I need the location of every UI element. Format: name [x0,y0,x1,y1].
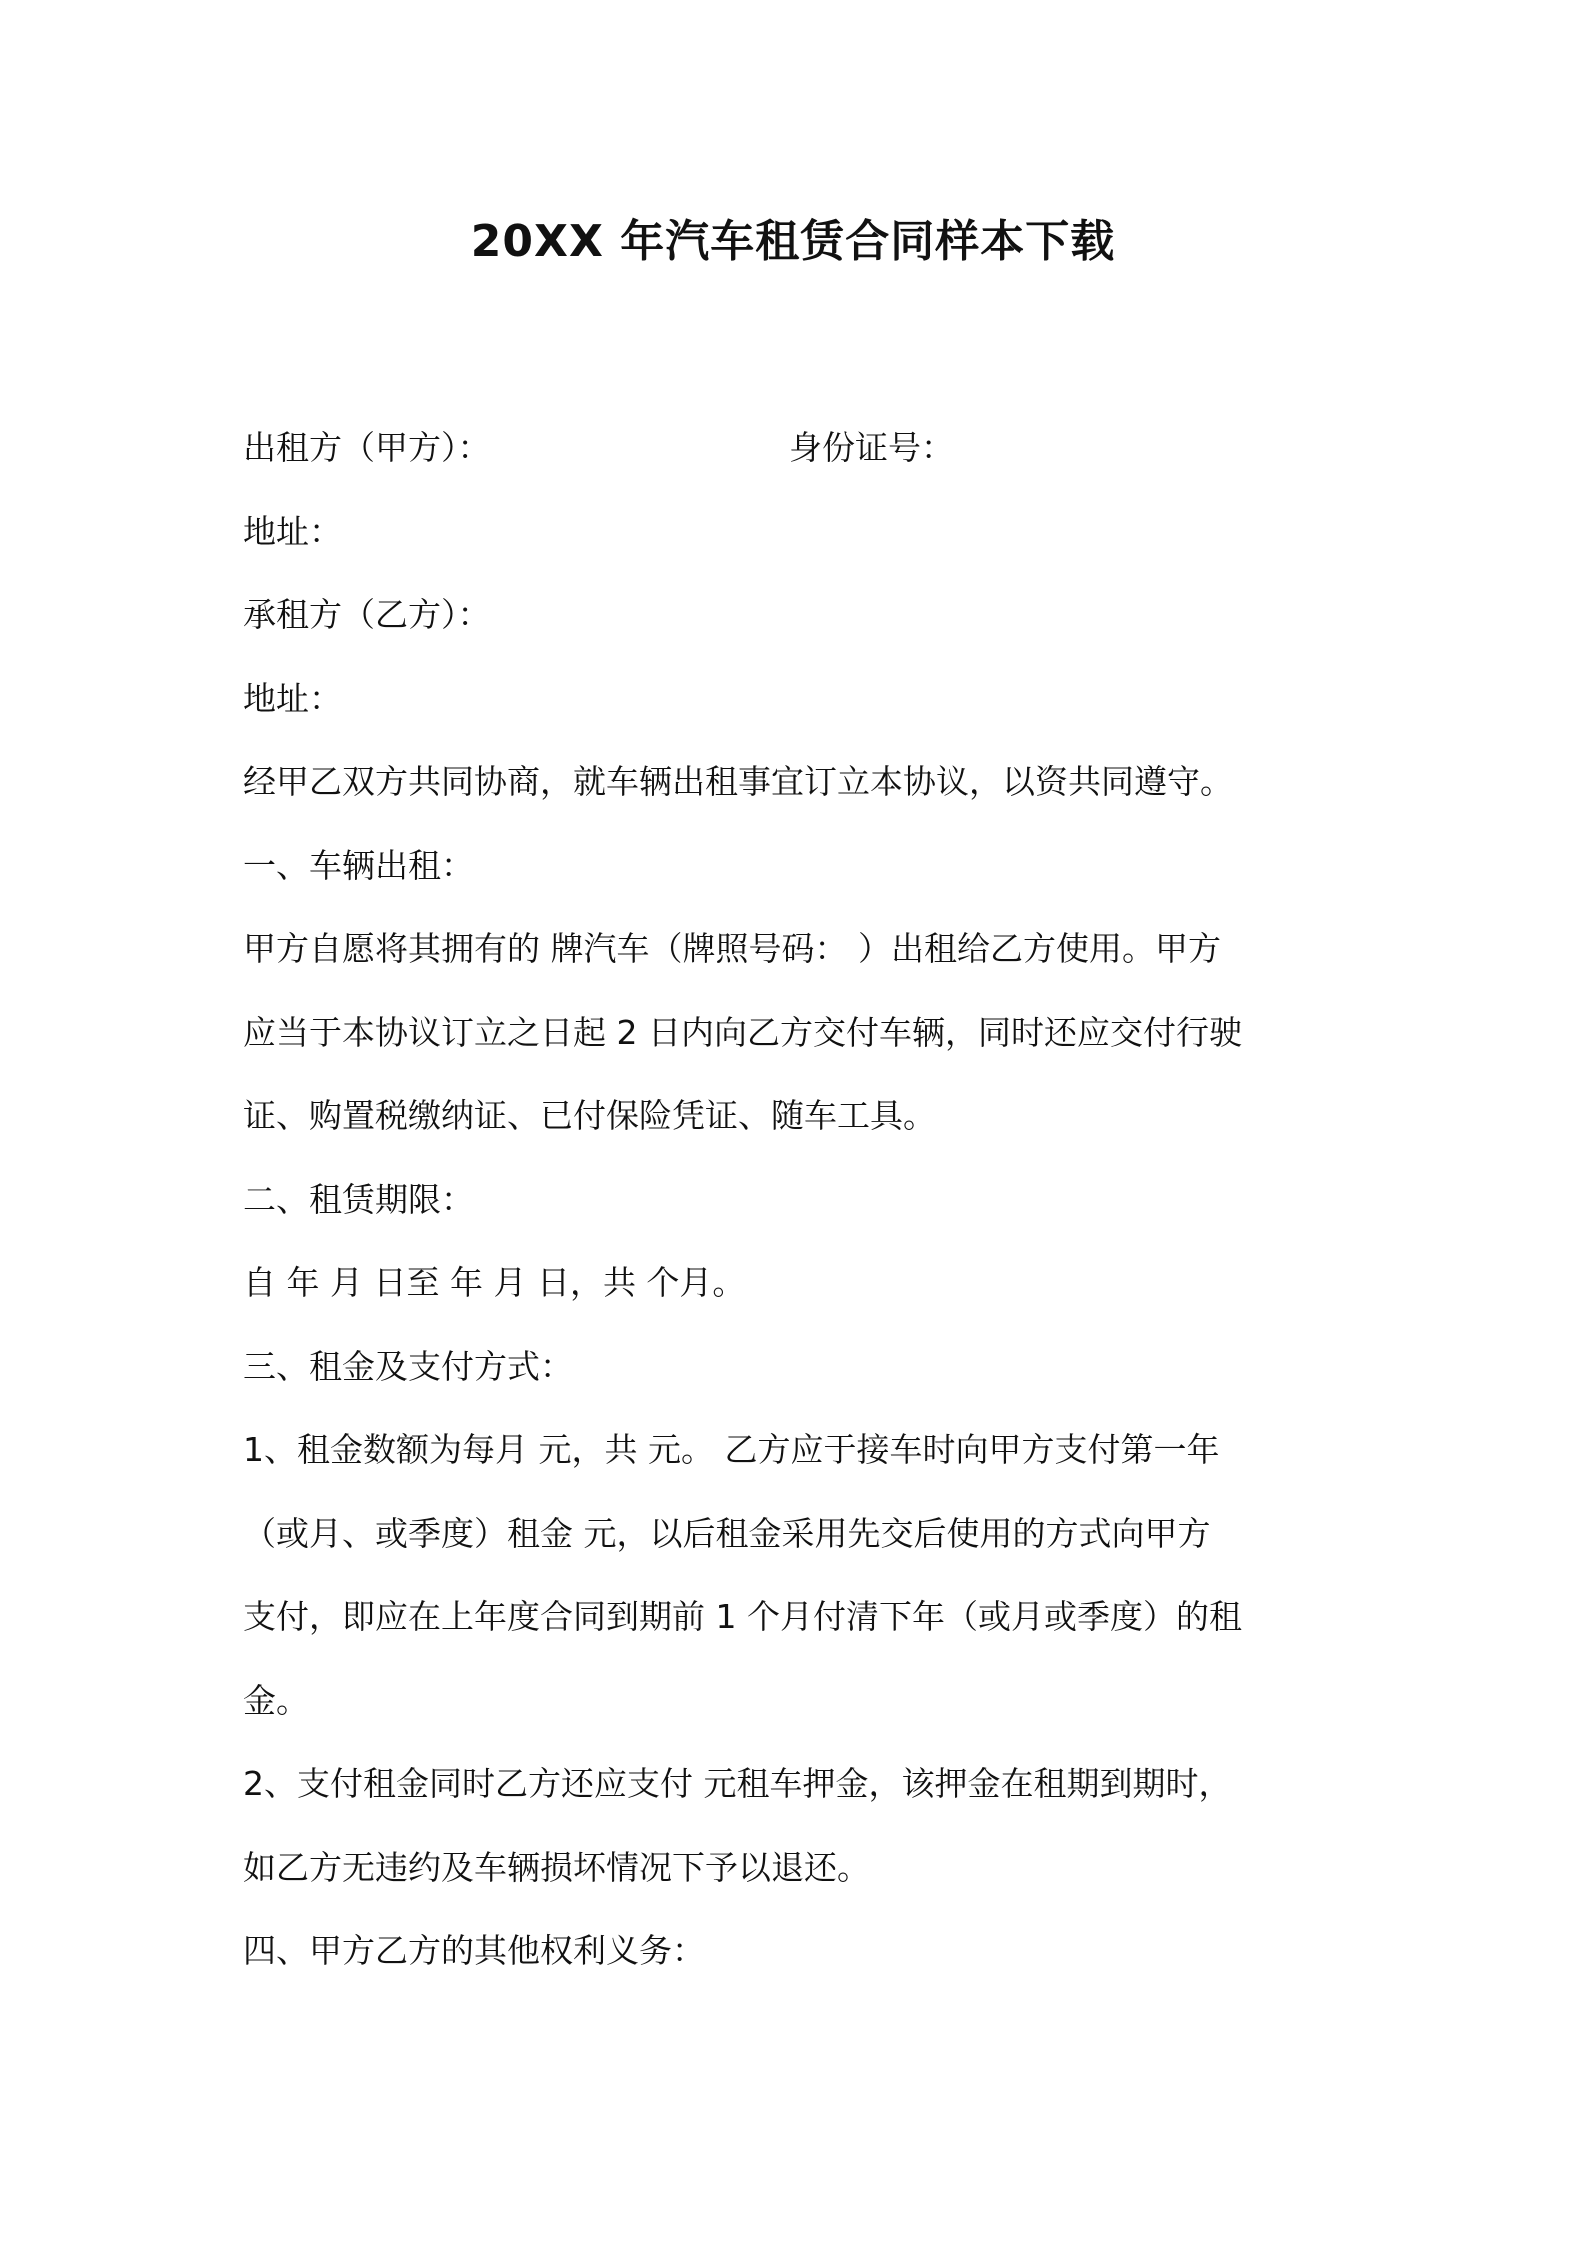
document-body [243,406,1349,1993]
paragraph-line: 如乙方无违约及车辆损坏情况下予以退还。 [243,1847,870,1887]
paragraph-line: （或月、或季度）租金 元，以后租金采用先交后使用的方式向甲方 [243,1513,1211,1553]
paragraph-line: 应当于本协议订立之日起 2 日内向乙方交付车辆，同时还应交付行驶 [243,1012,1242,1052]
section-heading: 三、租金及支付方式： [243,1346,573,1386]
paragraph-line: 支付，即应在上年度合同到期前 1 个月付清下年（或月或季度）的租 [243,1597,1242,1636]
paragraph-line: 金。 [243,1680,309,1720]
section-heading: 二、租赁期限： [243,1179,474,1219]
paragraph-line: 证、购置税缴纳证、已付保险凭证、随车工具。 [243,1096,936,1135]
lessee-address-label: 地址： [243,678,342,718]
paragraph-line: 自 年 月 日至 年 月 日，共 个月。 [243,1263,746,1302]
lessee-label: 承租方（乙方）： [243,595,491,634]
paragraph-line: 2、支付租金同时乙方还应支付 元租车押金，该押金在租期到期时， [243,1764,1232,1803]
paragraph-line: 甲方自愿将其拥有的 牌汽车（牌照号码： ）出租给乙方使用。甲方 [243,929,1221,968]
section-heading: 四、甲方乙方的其他权利义务： [243,1931,705,1970]
lessor-row [243,406,1349,490]
id-number-label: 身份证号： [789,428,954,467]
preamble: 经甲乙双方共同协商，就车辆出租事宜订立本协议，以资共同遵守。 [243,762,1233,801]
section-heading: 一、车辆出租： [243,845,474,885]
lessor-address-label: 地址： [243,511,342,551]
lessor-label: 出租方（甲方）： [243,428,491,467]
paragraph-line: 1、租金数额为每月 元，共 元。 乙方应于接车时向甲方支付第一年 [243,1430,1220,1469]
document-title: 20XX 年汽车租赁合同样本下载 [470,216,1116,267]
